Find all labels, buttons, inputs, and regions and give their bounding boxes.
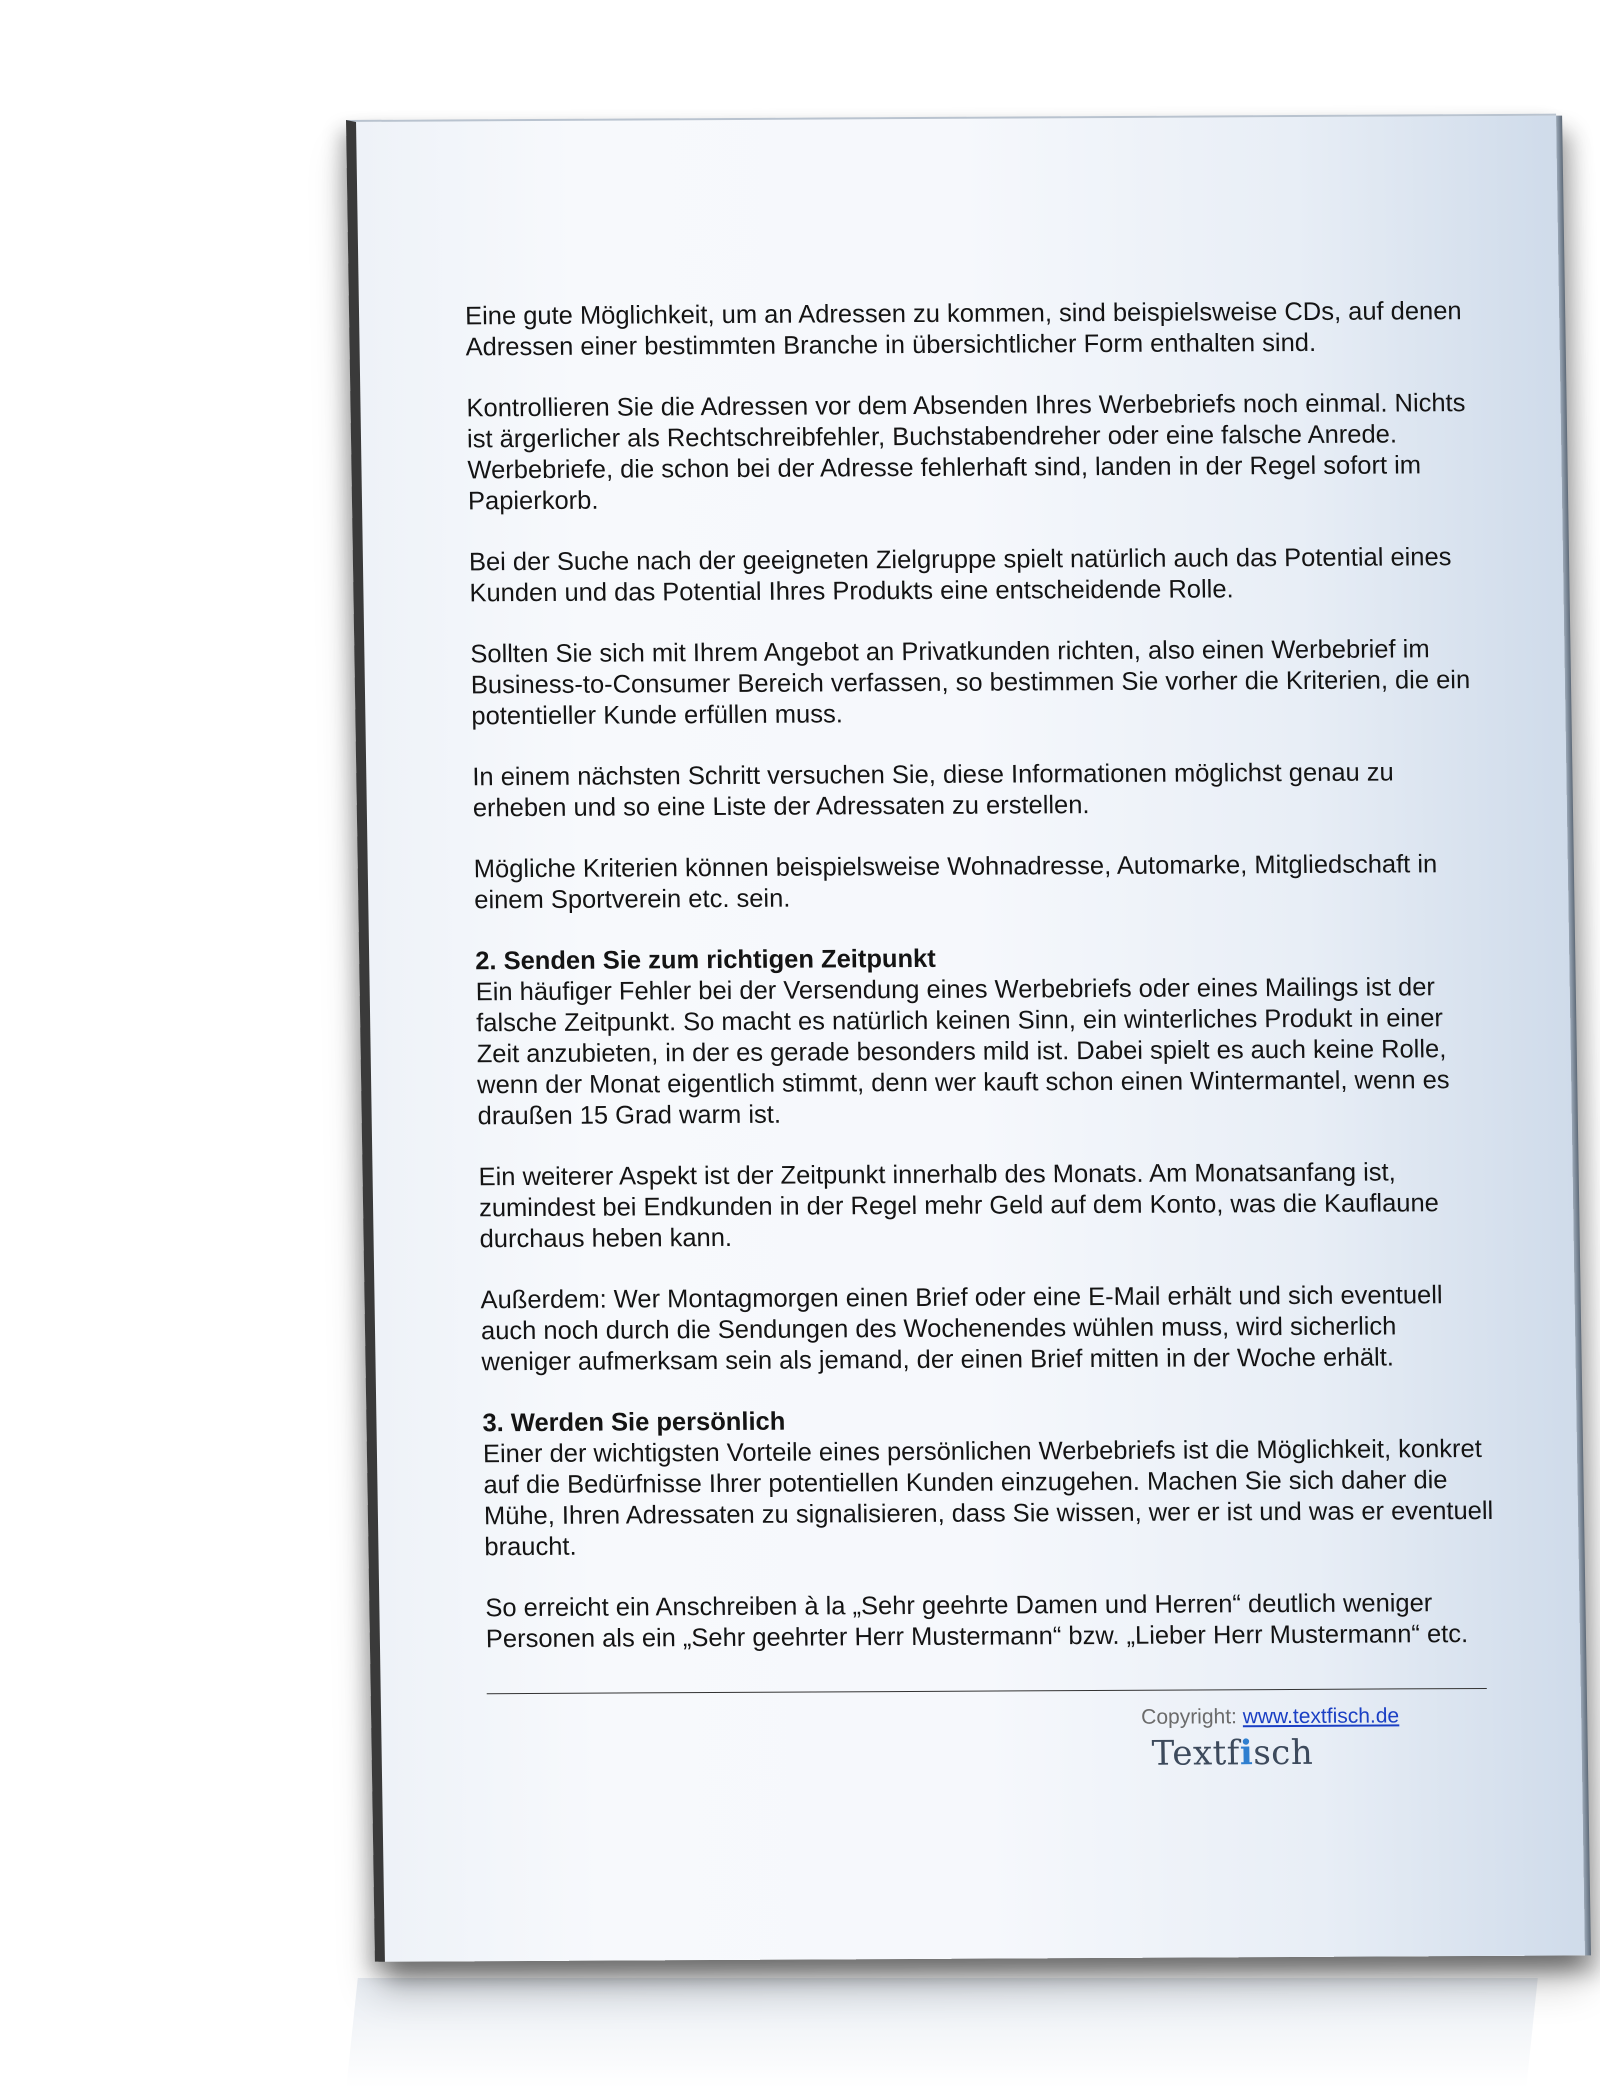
section-paragraph bbox=[475, 941, 1488, 1132]
page-edge bbox=[1556, 116, 1591, 1956]
paragraph-text: Ein weiterer Aspekt ist der Zeitpunkt innerhalb des Monats. Am Monatsanfang ist, zumindest bei Endkunden in der Regel mehr Geld auf dem Konto, was die Kauflaune durchaus heben kann. bbox=[478, 1158, 1440, 1254]
logo-text-prefix: Textf bbox=[1151, 1733, 1241, 1774]
paragraph-text: Kontrollieren Sie die Adressen vor dem Absenden Ihres Werbebriefs noch einmal. Nichts ist ärgerlicher als Rechtschreibfehler, Buchstabendreher oder eine falsche Anrede. Werbebriefe, die schon bei der Adresse fehlerhaft sind, landen in der Regel sofort im Papierkorb. bbox=[466, 389, 1466, 516]
paragraph bbox=[478, 1157, 1490, 1255]
sheet-reflection bbox=[346, 1978, 1538, 2088]
paragraph-text: Bei der Suche nach der geeigneten Zielgruppe spielt natürlich auch das Potential eines Kunden und das Potential Ihres Produkts eine entscheidende Rolle. bbox=[468, 543, 1452, 608]
document-page bbox=[346, 114, 1585, 1962]
copyright-label: Copyright: bbox=[1141, 1705, 1243, 1729]
paragraph-text: In einem nächsten Schritt versuchen Sie, diese Informationen möglichst genau zu erheben und so eine Liste der Adressaten zu erstellen. bbox=[472, 758, 1394, 823]
footer-divider bbox=[487, 1688, 1487, 1694]
textfisch-logo bbox=[1151, 1733, 1313, 1774]
paragraph-text: Eine gute Möglichkeit, um an Adressen zu kommen, sind beispielsweise CDs, auf denen Adressen einer bestimmten Branche in übersichtlicher Form enthalten sind. bbox=[464, 297, 1462, 362]
paragraph-text: Ein häufiger Fehler bei der Versendung eines Werbebriefs oder eines Mailings ist der falsche Zeitpunkt. So macht es natürlich keinen Sinn, ein winterliches Produkt in einer Zeit anzubieten, in der es gerade besonders mild ist. Dabei spielt es auch keine Rolle, wenn der Monat eigentlich stimmt, denn wer kauft schon einen Wintermantel, wenn es draußen 15 Grad warm ist. bbox=[475, 973, 1450, 1131]
fish-icon: i bbox=[1239, 1733, 1254, 1774]
paragraph bbox=[469, 542, 1480, 609]
paragraph bbox=[465, 296, 1476, 363]
paragraph bbox=[472, 757, 1483, 824]
paragraph bbox=[485, 1588, 1496, 1655]
paragraph bbox=[480, 1280, 1492, 1378]
paragraph-text: Sollten Sie sich mit Ihrem Angebot an Privatkunden richten, also einen Werbebrief im Business-to-Consumer Bereich verfassen, so bestimmen Sie vorher die Kriterien, die ein potentieller Kunde erfüllen muss. bbox=[470, 635, 1471, 731]
paragraph bbox=[474, 849, 1485, 916]
paragraph-text: Außerdem: Wer Montagmorgen einen Brief oder eine E-Mail erhält und sich eventuell auch noch durch die Sendungen des Wochenendes wühlen muss, wird sicherlich weniger aufmerksam sein als jemand, der einen Brief mitten in der Woche erhält. bbox=[480, 1281, 1443, 1377]
copyright-notice bbox=[1141, 1704, 1399, 1729]
paragraph-text: So erreicht ein Anschreiben à la „Sehr geehrte Damen und Herren“ deutlich weniger Personen als ein „Sehr geehrter Herr Mustermann“ bzw. „Lieber Herr Mustermann“ etc. bbox=[485, 1589, 1469, 1654]
document-body bbox=[465, 296, 1497, 1685]
section-heading: 3. Werden Sie persönlich bbox=[482, 1407, 786, 1438]
paragraph bbox=[466, 388, 1478, 517]
paragraph-text: Mögliche Kriterien können beispielsweise Wohnadresse, Automarke, Mitgliedschaft in einem Sportverein etc. sein. bbox=[473, 850, 1438, 915]
section-heading: 2. Senden Sie zum richtigen Zeitpunkt bbox=[475, 944, 936, 976]
paragraph bbox=[470, 634, 1482, 732]
copyright-link[interactable]: www.textfisch.de bbox=[1242, 1704, 1400, 1729]
section-paragraph bbox=[482, 1403, 1494, 1563]
paragraph-text: Einer der wichtigsten Vorteile eines persönlichen Werbebriefs ist die Möglichkeit, konkret auf die Bedürfnisse Ihrer potentiellen Kunden einzugehen. Machen Sie sich daher die Mühe, Ihren Adressaten zu signalisieren, dass Sie wissen, wer er ist und was er eventuell braucht. bbox=[482, 1434, 1494, 1562]
logo-text-suffix: sch bbox=[1252, 1732, 1314, 1774]
